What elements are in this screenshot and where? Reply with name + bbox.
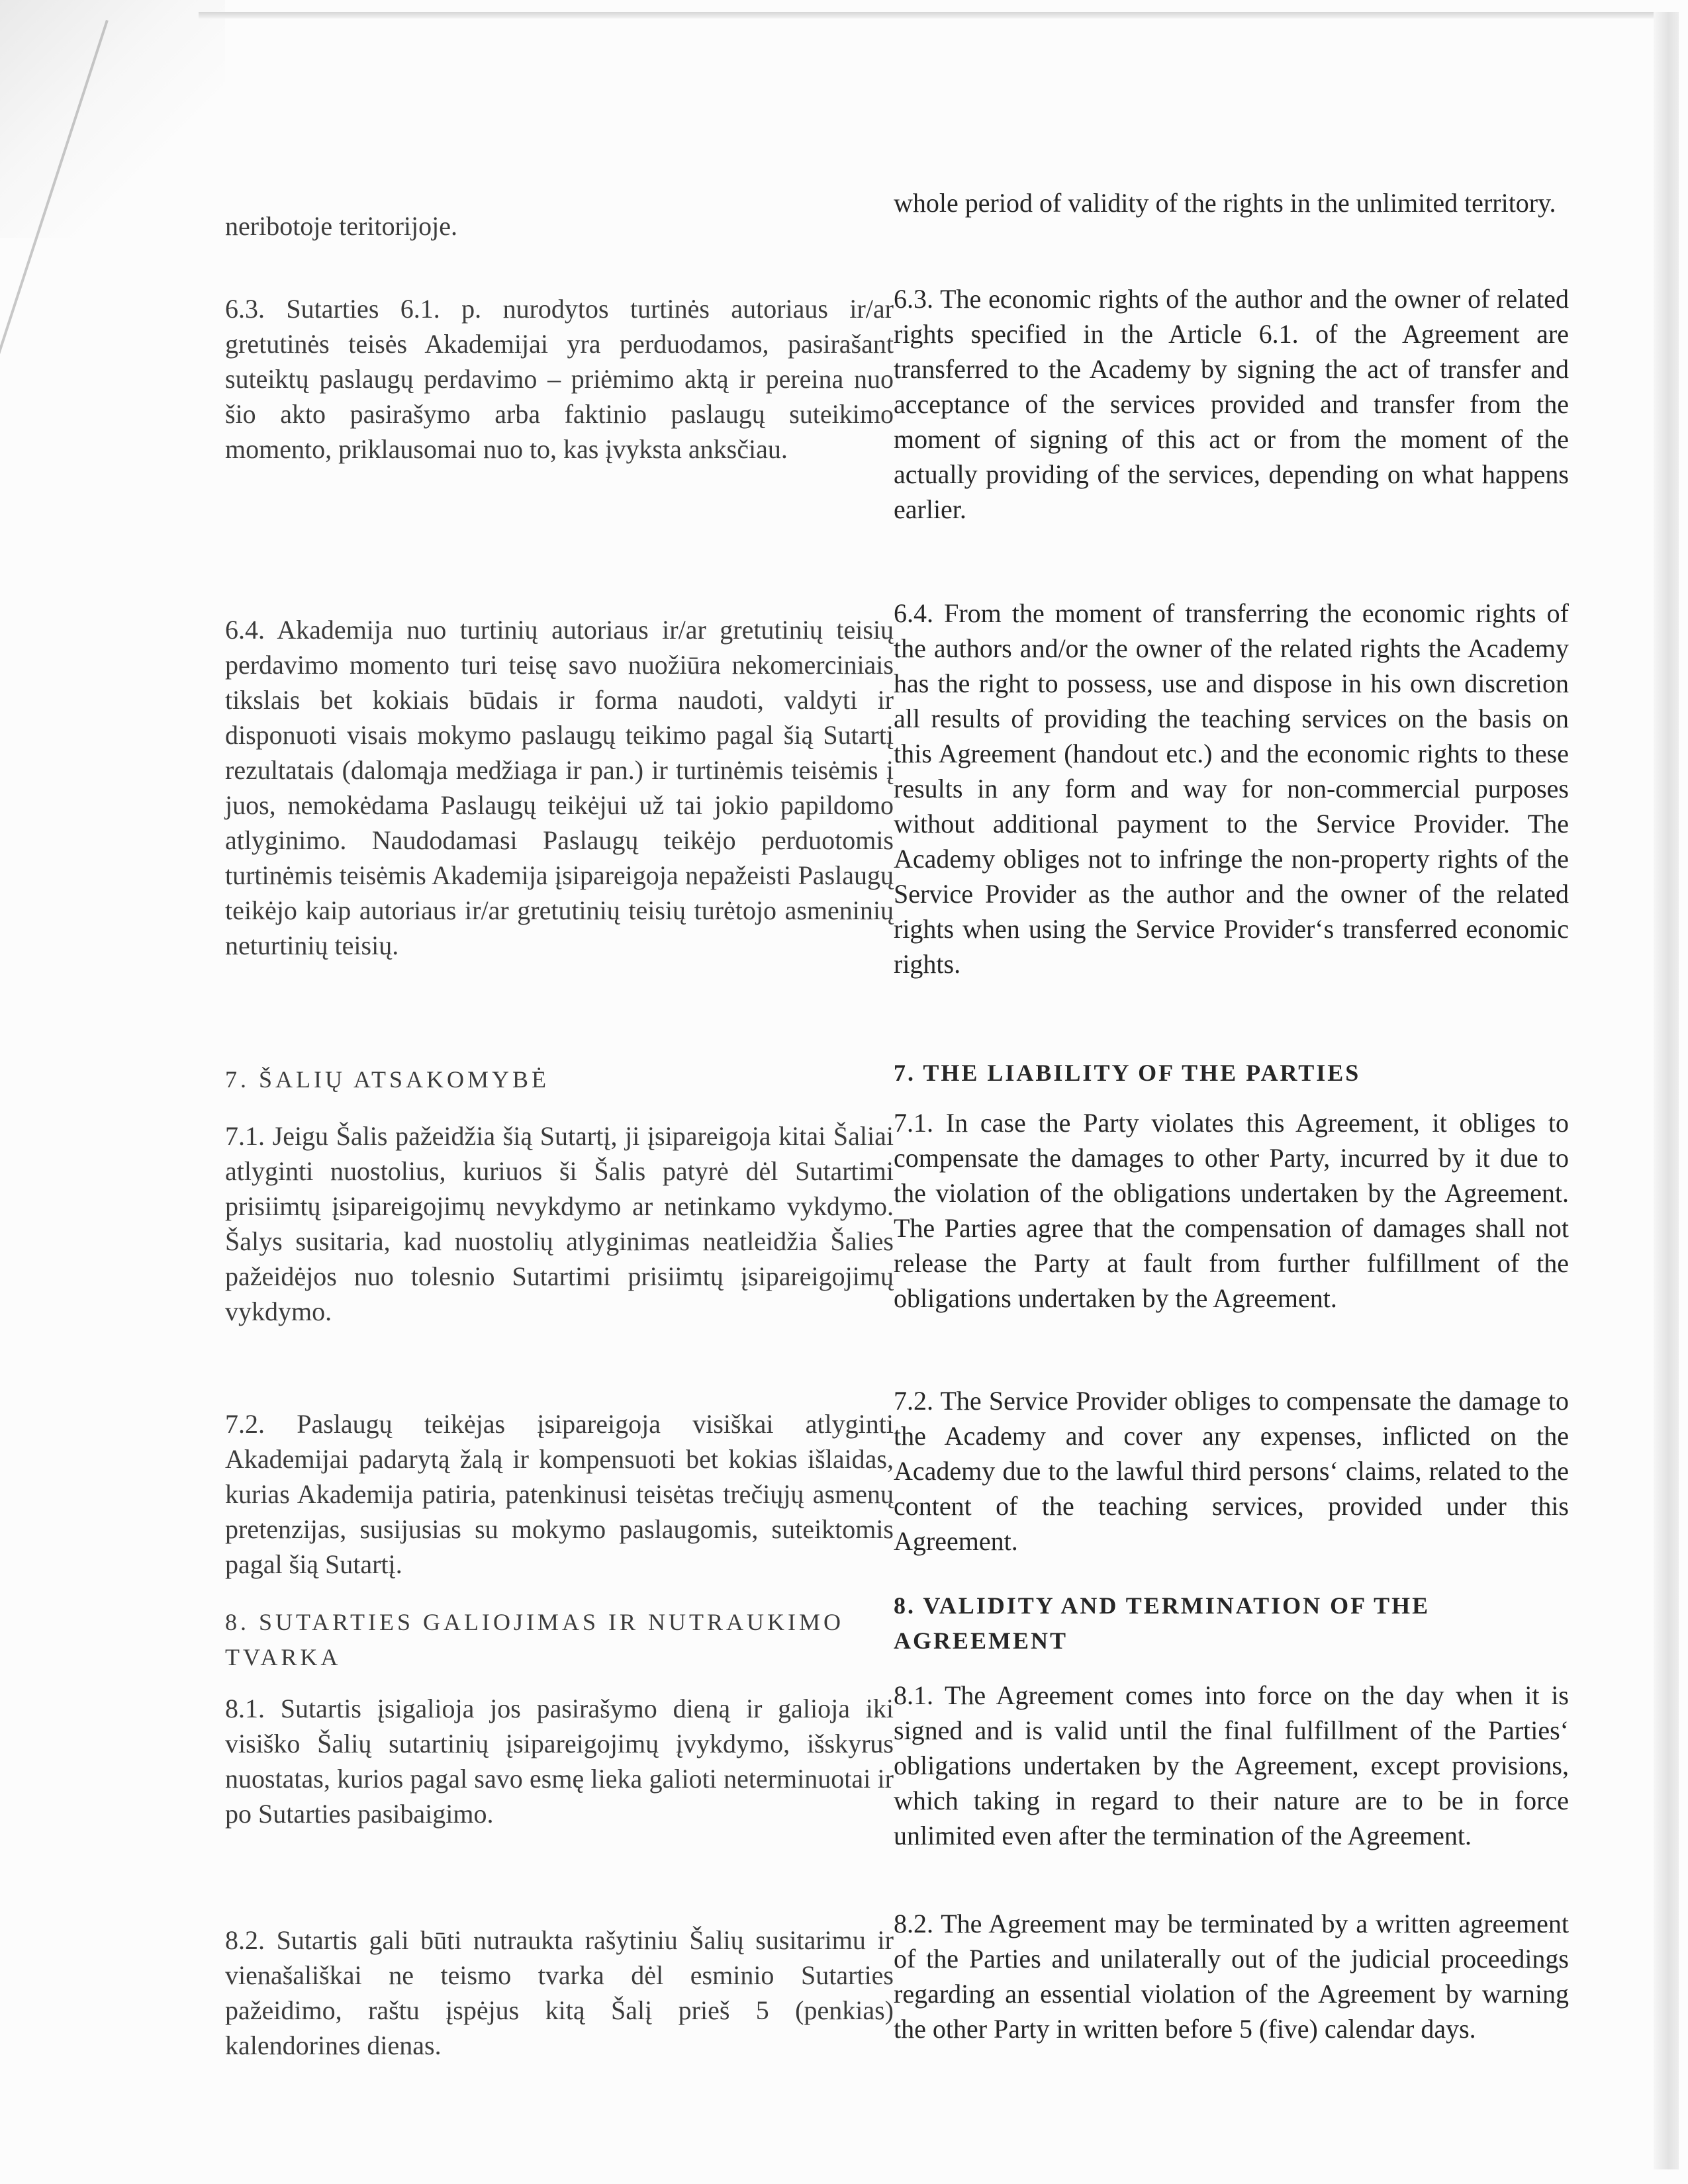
page-right-edge xyxy=(1654,12,1679,2169)
lt-clause-6-4: 6.4. Akademija nuo turtinių autoriaus ir/ar gretutinių teisių perdavimo momento turi teisę savo nuožiūra nekomerciniais tikslais bet kokiais būdais ir forma naudoti, valdyti ir disponuoti visais mokymo paslaugų teikimo pagal šią Sutartį rezultatais (dalomąja medžiaga ir pan.) ir turtinėmis teisėmis į juos, nemokėdama Paslaugų teikėjui už tai jokio papildomo atlyginimo. Naudodamasi Paslaugų teikėjo perduotomis turtinėmis teisėmis Akademija įsipareigoja nepažeisti Paslaugų teikėjo kaip autoriaus ir/ar gretutinių teisių turėtojo asmeninių neturtinių teisių. xyxy=(225,615,894,960)
en-clause-8-1: 8.1. The Agreement comes into force on the day when it is signed and is valid until the final fulfillment of the Parties‘ obligations undertaken by the Agreement, except provisions, which taking in regard to their nature are to be in force unlimited even after the termination of the Agreement. xyxy=(894,1680,1569,1850)
en-section-8-heading: 8. VALIDITY AND TERMINATION OF THE AGREEMENT xyxy=(894,1592,1430,1654)
en-clause-8-2: 8.2. The Agreement may be terminated by a written agreement of the Parties and unilaterally out of the judicial proceedings regarding an essential violation of the Agreement by warning the other Party in written before 5 (five) calendar days. xyxy=(894,1909,1569,2044)
lt-continuation-text: neribotoje teritorijoje. xyxy=(225,211,457,241)
page-top-edge xyxy=(199,12,1668,19)
en-clause-6-3: 6.3. The economic rights of the author and the owner of related rights specified in the Article 6.1. of the Agreement are transferred to the Academy by signing the act of transfer and acceptance of the services provided and transfer from the moment of signing of this act or from the moment of the actually providing of the services, depending on what happens earlier. xyxy=(894,284,1569,524)
en-clause-7-1: 7.1. In case the Party violates this Agreement, it obliges to compensate the damages to other Party, incurred by it due to the violation of the obligations undertaken by the Agreement. The Parties agree that the compensation of damages shall not release the Party at fault from further fulfillment of the obligations undertaken by the Agreement. xyxy=(894,1108,1569,1313)
lt-clause-7-2: 7.2. Paslaugų teikėjas įsipareigoja visiškai atlyginti Akademijai padarytą žalą ir kompensuoti bet kokias išlaidas, kurias Akademija patiria, patenkinusi teisėtas trečiųjų asmenų pretenzijas, susijusias su mokymo paslaugomis, suteiktomis pagal šią Sutartį. xyxy=(225,1409,894,1579)
en-continuation-text: whole period of validity of the rights in the unlimited territory. xyxy=(894,188,1556,218)
en-clause-7-2: 7.2. The Service Provider obliges to compensate the damage to the Academy and cover any expenses, inflicted on the Academy due to the lawful third persons‘ claims, related to the content of the teaching services, provided under this Agreement. xyxy=(894,1386,1569,1556)
page-corner-shadow xyxy=(0,0,225,238)
lt-clause-8-1: 8.1. Sutartis įsigalioja jos pasirašymo dieną ir galioja iki visiško Šalių sutartinių įsipareigojimų įvykdymo, išskyrus nuostatas, kurios pagal savo esmę lieka galioti neterminuotai ir po Sutarties pasibaigimo. xyxy=(225,1694,894,1829)
en-clause-6-4: 6.4. From the moment of transferring the economic rights of the authors and/or the owner of the related rights the Academy has the right to possess, use and dispose in his own discretion all results of providing the teaching services on the basis on this Agreement (handout etc.) and the economic rights to these results in any form and way for non-commercial purposes without additional payment to the Service Provider. The Academy obliges not to infringe the non-property rights of the Service Provider as the author and the owner of the related rights when using the Service Provider‘s transferred economic rights. xyxy=(894,598,1569,979)
lt-section-7-heading: 7. ŠALIŲ ATSAKOMYBĖ xyxy=(225,1066,550,1093)
lt-clause-8-2: 8.2. Sutartis gali būti nutraukta rašytiniu Šalių susitarimu ir vienašališkai ne teismo tvarka dėl esminio Sutarties pažeidimo, raštu įspėjus kitą Šalį prieš 5 (penkias) kalendorines dienas. xyxy=(225,1925,894,2060)
lt-section-8-heading: 8. SUTARTIES GALIOJIMAS IR NUTRAUKIMO TVARKA xyxy=(225,1609,844,1670)
en-section-7-heading: 7. THE LIABILITY OF THE PARTIES xyxy=(894,1060,1361,1086)
lt-clause-6-3: 6.3. Sutarties 6.1. p. nurodytos turtinės autoriaus ir/ar gretutinės teisės Akademijai yra perduodamos, pasirašant suteiktų paslaugų perdavimo – priėmimo aktą ir pereina nuo šio akto pasirašymo arba faktinio paslaugų suteikimo momento, priklausomai nuo to, kas įvyksta anksčiau. xyxy=(225,294,894,464)
lt-clause-7-1: 7.1. Jeigu Šalis pažeidžia šią Sutartį, ji įsipareigoja kitai Šaliai atlyginti nuostolius, kuriuos ši Šalis patyrė dėl Sutartimi prisiimtų įsipareigojimų nevykdymo ar netinkamo vykdymo. Šalys susitaria, kad nuostolių atlyginimas neatleidžia Šalies pažeidėjos nuo tolesnio Sutartimi prisiimtų įsipareigojimų vykdymo. xyxy=(225,1121,894,1326)
